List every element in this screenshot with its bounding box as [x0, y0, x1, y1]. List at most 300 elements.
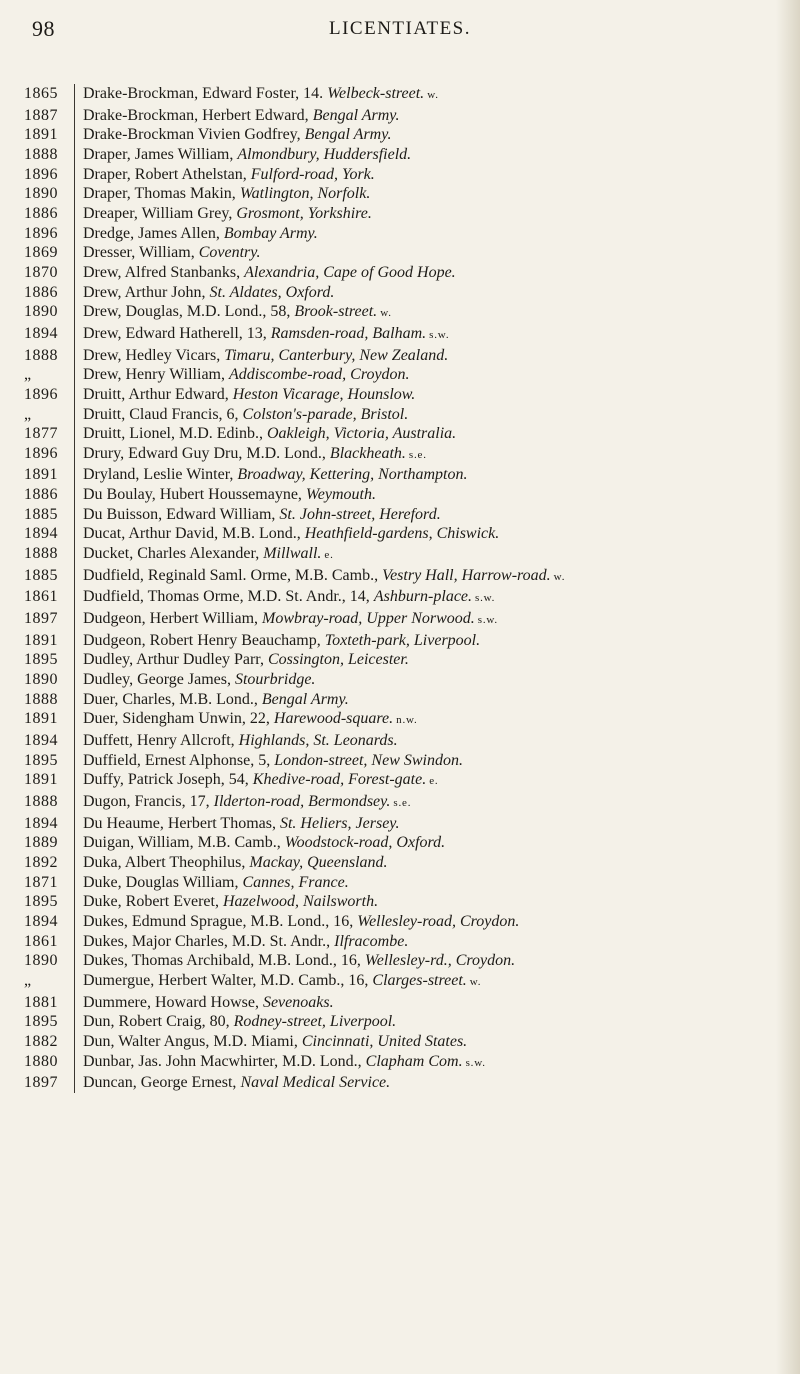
entry-text: [83, 84, 758, 106]
entry-text: [83, 224, 758, 244]
entry-address: Brook-street.: [294, 303, 378, 321]
entry-address: Sevenoaks.: [262, 993, 334, 1011]
entry-address: Bengal Army.: [304, 126, 392, 144]
entry-name: Dummere, Howard Howse,: [83, 993, 259, 1011]
entry-year: 1886: [24, 283, 58, 301]
column-divider: [74, 424, 75, 444]
entry-text: [83, 346, 758, 366]
entry-year: 1886: [24, 204, 58, 222]
entry-address: Watlington, Norfolk.: [239, 185, 371, 203]
entry-address: Blackheath.: [329, 444, 406, 462]
entry-year: 1880: [24, 1052, 58, 1070]
column-divider: [74, 204, 75, 224]
entry-address: Fulford-road, York.: [250, 165, 375, 183]
entry-name: Druitt, Arthur Edward,: [83, 385, 229, 403]
list-item: [24, 125, 758, 145]
column-divider: [74, 524, 75, 544]
column-divider: [74, 751, 75, 771]
entry-address: Addiscombe-road, Croydon.: [228, 366, 410, 384]
entry-address: Oakleigh, Victoria, Australia.: [266, 425, 457, 443]
list-item: [24, 302, 758, 324]
list-item: [24, 405, 758, 425]
entry-name: Dudgeon, Robert Henry Beauchamp,: [83, 631, 321, 649]
list-item: [24, 365, 758, 385]
entry-name: Duffield, Ernest Alphonse, 5,: [83, 751, 271, 769]
list-item: [24, 224, 758, 244]
entry-text: [83, 670, 758, 690]
entry-name: Dun, Walter Angus, M.D. Miami,: [83, 1032, 298, 1050]
entry-name: Dumergue, Herbert Walter, M.D. Camb., 16,: [83, 971, 369, 989]
list-item: [24, 566, 758, 588]
entry-address: Grosmont, Yorkshire.: [236, 204, 372, 222]
entry-text: [83, 770, 758, 792]
column-divider: [74, 106, 75, 126]
entry-text: [83, 566, 758, 588]
entry-text: [83, 587, 758, 609]
column-divider: [74, 1052, 75, 1074]
entry-year: 1895: [24, 651, 58, 669]
entry-address: Khedive-road, Forest-gate.: [252, 771, 427, 789]
list-item: [24, 709, 758, 731]
entry-year: 1896: [24, 165, 58, 183]
entry-year: 1891: [24, 466, 58, 484]
entry-year: 1891: [24, 771, 58, 789]
list-item: [24, 873, 758, 893]
entry-name: Duffy, Patrick Joseph, 54,: [83, 771, 249, 789]
entry-year: „: [24, 971, 32, 989]
list-item: [24, 853, 758, 873]
entry-name: Drew, Henry William,: [83, 366, 225, 384]
column-divider: [74, 833, 75, 853]
entry-district: e.: [324, 549, 334, 562]
list-item: [24, 505, 758, 525]
entry-address: Broadway, Kettering, Northampton.: [237, 466, 468, 484]
entry-name: Dukes, Major Charles, M.D. St. Andr.,: [83, 932, 331, 950]
entry-address: Colston's-parade, Bristol.: [242, 405, 409, 423]
entry-address: Bengal Army.: [261, 690, 349, 708]
entry-name: Drake-Brockman, Edward Foster, 14.: [83, 85, 324, 102]
entry-district: s.w.: [477, 614, 498, 627]
list-item: [24, 145, 758, 165]
entry-year: 1865: [24, 85, 58, 102]
entry-district: w.: [469, 975, 482, 988]
entry-text: [83, 544, 758, 566]
entry-text: [83, 951, 758, 971]
entry-address: Ashburn-place.: [373, 588, 473, 606]
entry-address: Woodstock-road, Oxford.: [284, 834, 446, 852]
entry-address: London-street, New Swindon.: [274, 751, 463, 769]
entry-name: Dredge, James Allen,: [83, 224, 220, 242]
entry-address: Naval Medical Service.: [240, 1074, 391, 1092]
entry-text: [83, 814, 758, 834]
column-divider: [74, 631, 75, 651]
column-divider: [74, 405, 75, 425]
entry-name: Duke, Douglas William,: [83, 873, 239, 891]
column-divider: [74, 1073, 75, 1093]
column-divider: [74, 587, 75, 609]
entry-year: 1886: [24, 486, 58, 504]
column-divider: [74, 770, 75, 792]
entry-name: Drew, Hedley Vicars,: [83, 346, 221, 364]
entry-name: Dun, Robert Craig, 80,: [83, 1013, 230, 1031]
entry-text: [83, 243, 758, 263]
column-divider: [74, 873, 75, 893]
entry-text: [83, 165, 758, 185]
entry-name: Dudley, Arthur Dudley Parr,: [83, 651, 264, 669]
entry-address: Toxteth-park, Liverpool.: [324, 631, 481, 649]
column-divider: [74, 444, 75, 466]
list-item: [24, 106, 758, 126]
entry-text: [83, 324, 758, 346]
list-item: [24, 833, 758, 853]
entry-name: Dugon, Francis, 17,: [83, 792, 210, 810]
column-divider: [74, 932, 75, 952]
column-divider: [74, 224, 75, 244]
entry-text: [83, 125, 758, 145]
column-divider: [74, 84, 75, 106]
entry-year: 1887: [24, 106, 58, 124]
entry-name: Drew, Douglas, M.D. Lond., 58,: [83, 303, 291, 321]
entry-district: s.e.: [393, 796, 412, 809]
entry-year: 1896: [24, 224, 58, 242]
entry-text: [83, 145, 758, 165]
entry-year: 1891: [24, 710, 58, 728]
column-divider: [74, 385, 75, 405]
column-divider: [74, 1032, 75, 1052]
list-item: [24, 165, 758, 185]
entry-year: 1890: [24, 185, 58, 203]
entry-text: [83, 1052, 758, 1074]
list-item: [24, 731, 758, 751]
entry-text: [83, 1073, 758, 1093]
column-divider: [74, 145, 75, 165]
entry-text: [83, 792, 758, 814]
entry-year: 1888: [24, 346, 58, 364]
list-item: [24, 1052, 758, 1074]
entry-name: Dreaper, William Grey,: [83, 204, 233, 222]
list-item: [24, 814, 758, 834]
entry-year: 1888: [24, 792, 58, 810]
column-divider: [74, 544, 75, 566]
list-item: [24, 524, 758, 544]
entry-text: [83, 650, 758, 670]
entry-name: Duncan, George Ernest,: [83, 1074, 237, 1092]
entry-text: [83, 184, 758, 204]
entry-name: Duffett, Henry Allcroft,: [83, 732, 235, 749]
entry-text: [83, 524, 758, 544]
list-item: [24, 792, 758, 814]
entry-name: Druitt, Claud Francis, 6,: [83, 405, 239, 423]
entry-name: Draper, Robert Athelstan,: [83, 165, 247, 183]
entry-text: [83, 106, 758, 126]
column-divider: [74, 1012, 75, 1032]
column-divider: [74, 690, 75, 710]
column-divider: [74, 853, 75, 873]
entry-text: [83, 204, 758, 224]
list-item: [24, 184, 758, 204]
entry-year: 1871: [24, 873, 58, 891]
column-divider: [74, 951, 75, 971]
entry-name: Drake-Brockman, Herbert Edward,: [83, 106, 309, 124]
list-item: [24, 690, 758, 710]
entry-name: Ducat, Arthur David, M.B. Lond.,: [83, 525, 301, 543]
entry-address: Cossington, Leicester.: [267, 651, 409, 669]
entry-address: Clarges-street.: [372, 971, 467, 989]
entry-name: Du Boulay, Hubert Houssemayne,: [83, 486, 302, 504]
list-item: [24, 993, 758, 1013]
entry-address: Welbeck-street.: [327, 85, 425, 102]
entry-year: 1894: [24, 814, 58, 832]
entry-name: Duke, Robert Everet,: [83, 893, 219, 911]
entry-address: Almondbury, Huddersfield.: [237, 145, 412, 163]
column-divider: [74, 912, 75, 932]
entry-text: [83, 709, 758, 731]
list-item: [24, 892, 758, 912]
entry-address: Wellesley-rd., Croydon.: [364, 952, 516, 970]
list-item: [24, 204, 758, 224]
column-divider: [74, 993, 75, 1013]
entry-address: Heathfield-gardens, Chiswick.: [304, 525, 500, 543]
entry-name: Dudley, George James,: [83, 671, 231, 689]
entry-name: Duigan, William, M.B. Camb.,: [83, 834, 281, 852]
entry-address: St. John-street, Hereford.: [279, 505, 441, 523]
entry-text: [83, 505, 758, 525]
entry-address: Wellesley-road, Croydon.: [357, 912, 520, 930]
column-divider: [74, 731, 75, 751]
entry-text: [83, 971, 758, 993]
entry-year: 1885: [24, 566, 58, 584]
entry-text: [83, 853, 758, 873]
running-title: LICENTIATES.: [328, 18, 471, 39]
entry-year: 1888: [24, 545, 58, 563]
entry-text: [83, 932, 758, 952]
entry-district: n.w.: [396, 714, 418, 727]
page-header: [20, 16, 780, 46]
list-item: [24, 770, 758, 792]
list-item: [24, 324, 758, 346]
entry-district: e.: [429, 775, 439, 788]
entry-address: Coventry.: [198, 244, 261, 262]
entry-year: 1888: [24, 690, 58, 708]
entry-name: Draper, Thomas Makin,: [83, 185, 236, 203]
entry-text: [83, 424, 758, 444]
column-divider: [74, 485, 75, 505]
entry-district: s.e.: [408, 448, 427, 461]
list-item: [24, 346, 758, 366]
list-item: [24, 609, 758, 631]
column-divider: [74, 650, 75, 670]
entry-year: 1870: [24, 263, 58, 281]
page-number: 98: [32, 16, 55, 41]
entry-address: Clapham Com.: [365, 1052, 463, 1070]
entry-year: 1861: [24, 588, 58, 606]
column-divider: [74, 709, 75, 731]
entry-address: Heston Vicarage, Hounslow.: [232, 385, 416, 403]
entry-year: 1890: [24, 952, 58, 970]
entry-name: Druitt, Lionel, M.D. Edinb.,: [83, 425, 263, 443]
column-divider: [74, 971, 75, 993]
entry-text: [83, 485, 758, 505]
entry-address: Timaru, Canterbury, New Zealand.: [224, 346, 449, 364]
column-divider: [74, 165, 75, 185]
entry-year: 1896: [24, 385, 58, 403]
entry-address: Ramsden-road, Balham.: [270, 324, 427, 342]
entry-district: s.w.: [475, 592, 496, 605]
entry-text: [83, 751, 758, 771]
entry-text: [83, 833, 758, 853]
entry-name: Dryland, Leslie Winter,: [83, 466, 234, 484]
entry-year: 1895: [24, 1013, 58, 1031]
entry-address: Bengal Army.: [312, 106, 400, 124]
entry-year: 1891: [24, 126, 58, 144]
entry-name: Dudfield, Reginald Saml. Orme, M.B. Camb.,: [83, 566, 379, 584]
list-item: [24, 424, 758, 444]
column-divider: [74, 465, 75, 485]
entry-address: Harewood-square.: [273, 710, 394, 728]
list-item: [24, 84, 758, 106]
entry-year: 1890: [24, 671, 58, 689]
entry-district: s.w.: [429, 328, 450, 341]
list-item: [24, 587, 758, 609]
column-divider: [74, 302, 75, 324]
entry-year: 1881: [24, 993, 58, 1011]
entry-address: Cincinnati, United States.: [301, 1032, 468, 1050]
list-item: [24, 385, 758, 405]
entry-year: 1895: [24, 751, 58, 769]
entry-address: Millwall.: [263, 545, 322, 563]
entry-text: [83, 892, 758, 912]
entry-year: 1877: [24, 425, 58, 443]
entry-name: Du Buisson, Edward William,: [83, 505, 276, 523]
entry-year: 1897: [24, 1074, 58, 1092]
list-item: [24, 951, 758, 971]
entry-year: 1882: [24, 1032, 58, 1050]
entry-text: [83, 385, 758, 405]
entry-address: Bombay Army.: [223, 224, 318, 242]
list-item: [24, 912, 758, 932]
entry-name: Drake-Brockman Vivien Godfrey,: [83, 126, 301, 144]
entry-year: 1891: [24, 631, 58, 649]
entry-text: [83, 465, 758, 485]
entry-name: Duer, Charles, M.B. Lond.,: [83, 690, 258, 708]
column-divider: [74, 283, 75, 303]
entry-text: [83, 731, 758, 751]
entry-year: 1897: [24, 610, 58, 628]
entry-name: Drew, Edward Hatherell, 13,: [83, 324, 267, 342]
list-item: [24, 932, 758, 952]
entry-text: [83, 873, 758, 893]
entry-address: Vestry Hall, Harrow-road.: [382, 566, 551, 584]
column-divider: [74, 505, 75, 525]
entry-year: 1892: [24, 853, 58, 871]
column-divider: [74, 609, 75, 631]
entry-text: [83, 1012, 758, 1032]
entry-year: 1888: [24, 145, 58, 163]
list-item: [24, 650, 758, 670]
entry-address: Rodney-street, Liverpool.: [233, 1013, 397, 1031]
entry-address: Cannes, France.: [242, 873, 349, 891]
entry-address: St. Heliers, Jersey.: [279, 814, 400, 832]
list-item: [24, 670, 758, 690]
column-divider: [74, 346, 75, 366]
entry-year: „: [24, 405, 32, 423]
entry-name: Drury, Edward Guy Dru, M.D. Lond.,: [83, 444, 326, 462]
entry-year: „: [24, 366, 32, 384]
list-item: [24, 444, 758, 466]
entry-year: 1894: [24, 732, 58, 749]
list-item: [24, 283, 758, 303]
entry-name: Du Heaume, Herbert Thomas,: [83, 814, 276, 832]
entry-year: 1894: [24, 525, 58, 543]
entry-name: Dunbar, Jas. John Macwhirter, M.D. Lond.,: [83, 1052, 362, 1070]
entry-year: 1869: [24, 244, 58, 262]
page-edge-shadow: [776, 0, 800, 1374]
entry-address: Weymouth.: [305, 486, 376, 504]
entry-name: Draper, James William,: [83, 145, 234, 163]
column-divider: [74, 324, 75, 346]
list-item: [24, 1032, 758, 1052]
entry-year: 1889: [24, 834, 58, 852]
column-divider: [74, 184, 75, 204]
entry-district: w.: [553, 570, 566, 583]
column-divider: [74, 566, 75, 588]
entry-text: [83, 1032, 758, 1052]
entry-name: Dudfield, Thomas Orme, M.D. St. Andr., 14,: [83, 588, 370, 606]
entry-address: Stourbridge.: [234, 671, 316, 689]
column-divider: [74, 263, 75, 283]
column-divider: [74, 365, 75, 385]
entry-address: Hazelwood, Nailsworth.: [222, 893, 379, 911]
list-item: [24, 751, 758, 771]
entry-year: 1896: [24, 444, 58, 462]
entry-text: [83, 912, 758, 932]
entry-address: St. Aldates, Oxford.: [209, 283, 335, 301]
column-divider: [74, 814, 75, 834]
entry-year: 1885: [24, 505, 58, 523]
entry-text: [83, 405, 758, 425]
list-item: [24, 243, 758, 263]
entry-name: Duka, Albert Theophilus,: [83, 853, 246, 871]
list-item: [24, 1012, 758, 1032]
entry-year: 1895: [24, 893, 58, 911]
entry-text: [83, 690, 758, 710]
entry-name: Drew, Arthur John,: [83, 283, 206, 301]
entry-year: 1861: [24, 932, 58, 950]
column-divider: [74, 125, 75, 145]
entry-address: Ilderton-road, Bermondsey.: [213, 792, 391, 810]
entry-year: 1894: [24, 912, 58, 930]
list-item: [24, 263, 758, 283]
entry-address: Highlands, St. Leonards.: [238, 732, 398, 749]
list-item: [24, 631, 758, 651]
entry-text: [83, 365, 758, 385]
column-divider: [74, 892, 75, 912]
entry-address: Ilfracombe.: [334, 932, 409, 950]
column-divider: [74, 792, 75, 814]
entry-year: 1894: [24, 324, 58, 342]
entry-text: [83, 993, 758, 1013]
entry-text: [83, 283, 758, 303]
list-item: [24, 971, 758, 993]
licentiates-list: [24, 84, 758, 1093]
entry-name: Drew, Alfred Stanbanks,: [83, 263, 241, 281]
entry-name: Dukes, Thomas Archibald, M.B. Lond., 16,: [83, 952, 361, 970]
column-divider: [74, 243, 75, 263]
list-item: [24, 544, 758, 566]
entry-text: [83, 444, 758, 466]
list-item: [24, 1073, 758, 1093]
entry-district: w.: [427, 89, 439, 101]
